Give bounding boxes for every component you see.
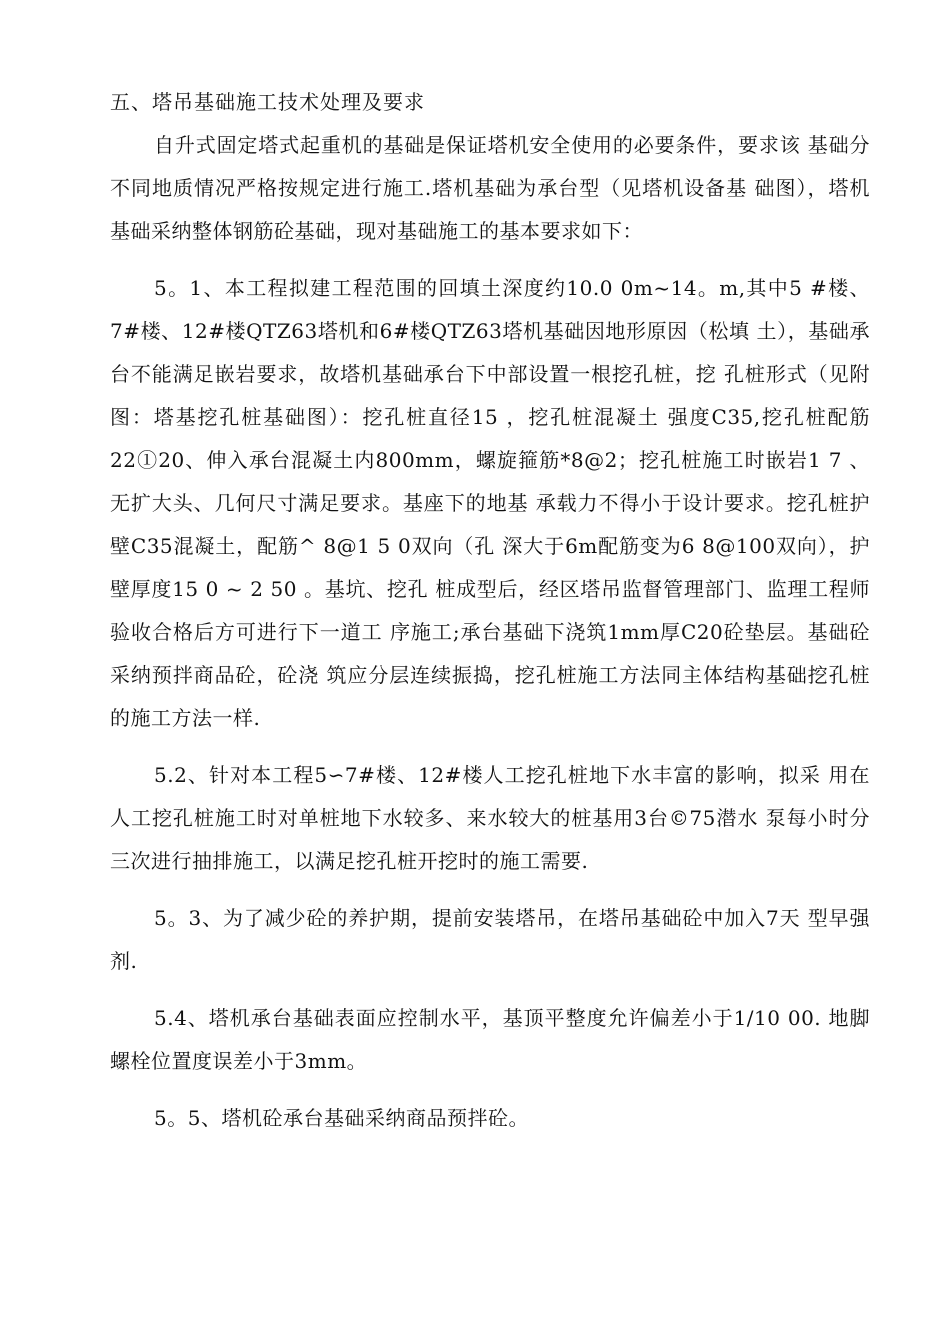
paragraph-5-4: 5.4、塔机承台基础表面应控制水平，基顶平整度允许偏差小于1/10 00. 地脚螺栓位置度误差小于3mm。 [110, 1006, 870, 1073]
paragraph-5-1: 5。1、本工程拟建工程范围的回填土深度约10.0 0m~14。m,其中5 #楼、7#楼、12#楼QTZ63塔机和6#楼QTZ63塔机基础因地形原因（松填 土），基础承台不能满足嵌岩要求，故塔机基础承台下中部设置一根挖孔桩，挖 孔桩形式（见附图：塔基挖孔桩基础图）：挖孔桩直径15 ，挖孔桩混凝土 强度C35,挖孔桩配筋22①20、伸入承台混凝土内800mm，螺旋箍筋*8@2；挖孔桩施工时嵌岩1 7 、无扩大头、几何尺寸满足要求。基座下的地基 承载力不得小于设计要求。挖孔桩护壁C35混凝土，配筋^ 8@1 5 0双向（孔 深大于6m配筋变为6 8@100双向），护壁厚度15 0 ~ 2 50 。基坑、挖孔 桩成型后，经区塔吊监督管理部门、监理工程师验收合格后方可进行下一道工 序施工;承台基础下浇筑1mm厚C20砼垫层。基础砼采纳预拌商品砼，砼浇 筑应分层连续振捣，挖孔桩施工方法同主体结构基础挖孔桩的施工方法一样. [110, 276, 870, 730]
paragraph-5-5: 5。5、塔机砼承台基础采纳商品预拌砼。 [154, 1106, 529, 1130]
section-heading: 五、塔吊基础施工技术处理及要求 [110, 90, 425, 114]
document-page [110, 84, 870, 1140]
paragraph-intro: 自升式固定塔式起重机的基础是保证塔机安全使用的必要条件，要求该 基础分不同地质情况严格按规定进行施工.塔机基础为承台型（见塔机设备基 础图），塔机基础采纳整体钢筋砼基础，现对基础施工的基本要求如下： [110, 133, 870, 243]
paragraph-5-3: 5。3、为了减少砼的养护期，提前安装塔吊，在塔吊基础砼中加入7天 型早强剂. [110, 906, 870, 973]
paragraph-5-2: 5.2、针对本工程5∽7#楼、12#楼人工挖孔桩地下水丰富的影响，拟采 用在人工挖孔桩施工时对单桩地下水较多、来水较大的桩基用3台©75潜水 泵每小时分三次进行抽排施工，以满足挖孔桩开挖时的施工需要. [110, 763, 870, 873]
